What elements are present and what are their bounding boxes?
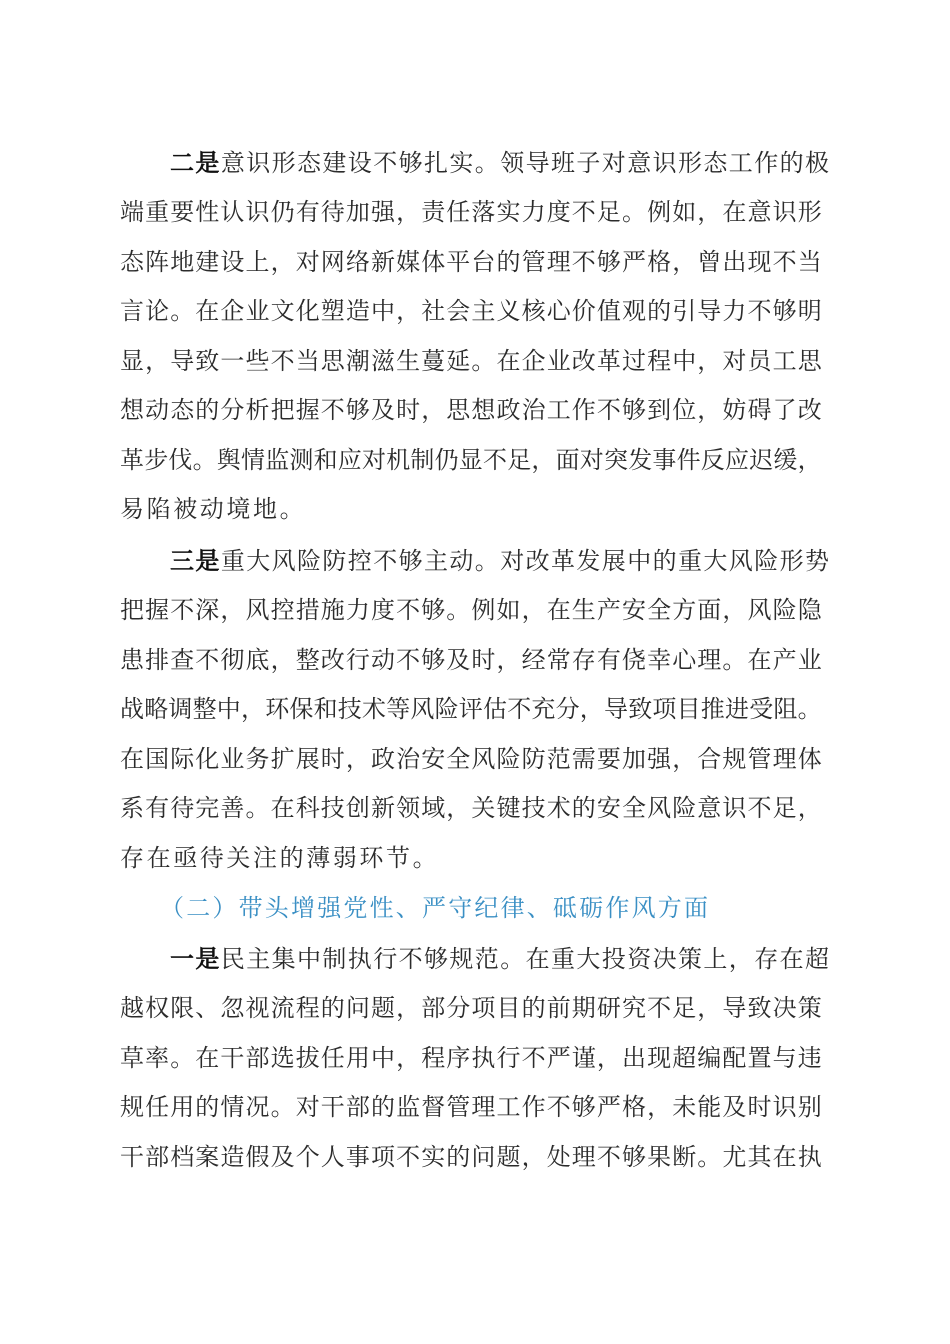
paragraph-text: 民主集中制执行不够规范。在重大投资决策上，存在超 [220, 945, 831, 973]
paragraph-line: 系有待完善。在科技创新领域，关键技术的安全风险意识不足， [120, 794, 823, 822]
paragraph-line: 把握不深，风控措施力度不够。例如，在生产安全方面，风险隐 [120, 596, 823, 624]
paragraph-line: 战略调整中，环保和技术等风险评估不充分，导致项目推进受阻。 [120, 695, 822, 723]
paragraph-line: 存在亟待关注的薄弱环节。 [120, 844, 440, 872]
paragraph-line: 想动态的分析把握不够及时，思想政治工作不够到位，妨碍了改 [120, 396, 823, 424]
paragraph-line: 端重要性认识仍有待加强，责任落实力度不足。例如，在意识形 [120, 198, 823, 226]
paragraph-lead: 一是 [170, 945, 221, 973]
paragraph-lead: 二是 [170, 149, 221, 177]
paragraph-line: 患排查不彻底，整改行动不够及时，经常存有侥幸心理。在产业 [120, 646, 823, 674]
paragraph-line: 易陷被动境地。 [120, 495, 307, 523]
paragraph-line: 革步伐。舆情监测和应对机制仍显不足，面对突发事件反应迟缓， [120, 446, 822, 474]
paragraph-line [170, 541, 830, 581]
paragraph-line: 在国际化业务扩展时，政治安全风险防范需要加强，合规管理体 [120, 745, 823, 773]
paragraph-lead: 三是 [170, 547, 221, 575]
paragraph-text: 意识形态建设不够扎实。领导班子对意识形态工作的极 [220, 149, 831, 177]
paragraph-line: 态阵地建设上，对网络新媒体平台的管理不够严格，曾出现不当 [120, 248, 823, 276]
paragraph-text: 重大风险防控不够主动。对改革发展中的重大风险形势 [220, 547, 831, 575]
paragraph-line [170, 939, 830, 979]
paragraph-line: 草率。在干部选拔任用中，程序执行不严谨，出现超编配置与违 [120, 1044, 823, 1072]
section-heading: （二）带头增强党性、严守纪律、砥砺作风方面 [160, 894, 711, 922]
paragraph-line: 显，导致一些不当思潮滋生蔓延。在企业改革过程中，对员工思 [120, 347, 823, 375]
paragraph-line: 干部档案造假及个人事项不实的问题，处理不够果断。尤其在执 [120, 1143, 823, 1171]
paragraph-line: 越权限、忽视流程的问题，部分项目的前期研究不足，导致决策 [120, 994, 823, 1022]
paragraph-line: 言论。在企业文化塑造中，社会主义核心价值观的引导力不够明 [120, 297, 823, 325]
paragraph-line: 规任用的情况。对干部的监督管理工作不够严格，未能及时识别 [120, 1093, 823, 1121]
paragraph-line [170, 143, 830, 183]
